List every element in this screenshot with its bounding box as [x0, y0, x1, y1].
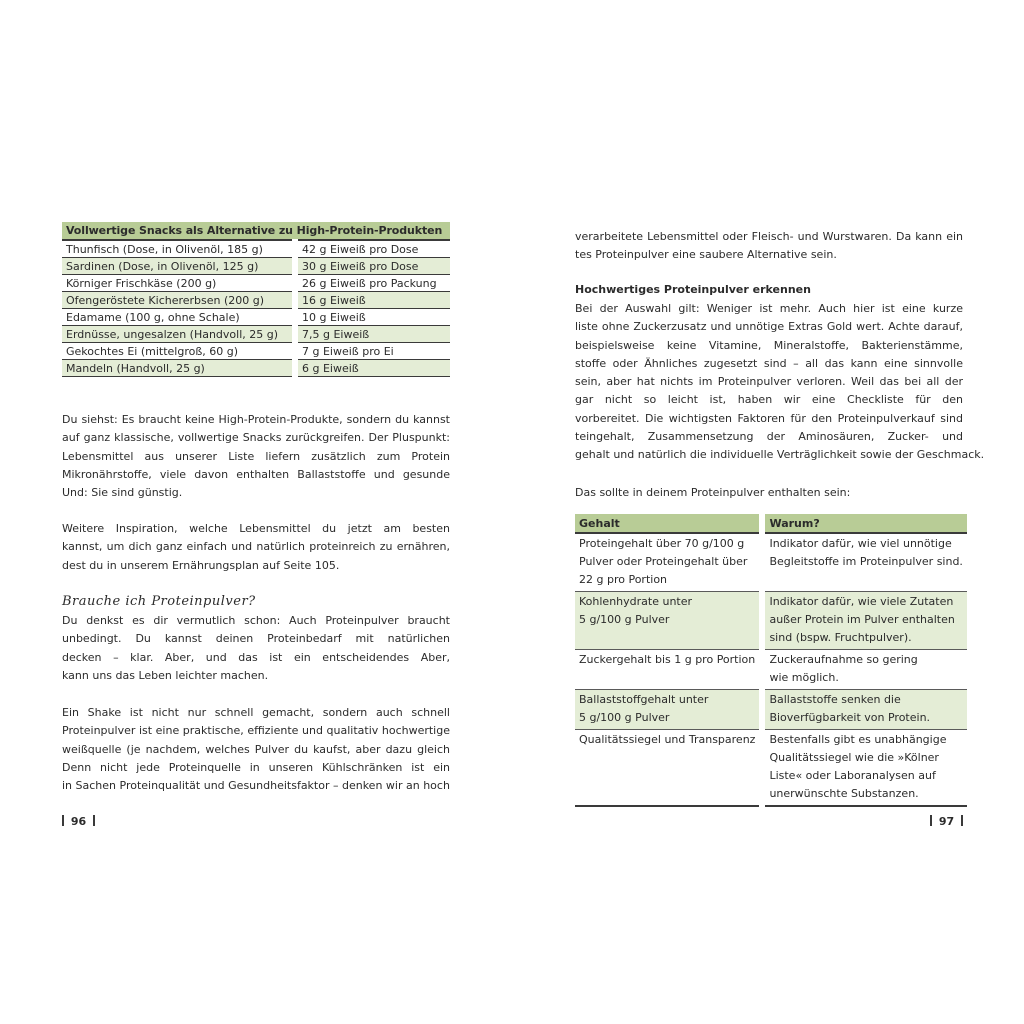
- warum-cell: [762, 730, 966, 807]
- text-line: Ein Shake ist nicht nur schnell gemacht, sondern auch schnell: [62, 706, 450, 719]
- text-line: Proteinpulver ist eine praktische, effiziente und qualitativ hochwertige: [62, 724, 450, 738]
- table-row: [62, 326, 450, 343]
- table-row: [62, 360, 450, 377]
- gehalt-cell: [575, 690, 762, 730]
- cell-line: Zuckergehalt bis 1 g pro Portion: [579, 653, 756, 666]
- protein-cell: 16 g Eiweiß: [295, 292, 450, 309]
- text-line: liste ohne Zuckerzusatz und unnötige Extras Gold wert. Achte darauf,: [575, 320, 963, 334]
- table-row: [62, 258, 450, 275]
- page-number-left: 96: [62, 815, 95, 828]
- cell-line: Pulver oder Proteingehalt über: [579, 555, 748, 568]
- text-line: tes Proteinpulver eine saubere Alternative sein.: [575, 248, 837, 262]
- table-row: [62, 292, 450, 309]
- paragraph-snacks-summary: [62, 411, 450, 502]
- protein-cell: 42 g Eiweiß pro Dose: [295, 240, 450, 258]
- page-number-bar: [93, 815, 95, 826]
- cell-line: unerwünschte Substanzen.: [769, 787, 919, 800]
- table-row: [575, 730, 967, 807]
- text-line: kann uns das Leben leichter machen.: [62, 668, 269, 682]
- text-line: verarbeitete Lebensmittel oder Fleisch- und Wurstwaren. Da kann ein: [575, 230, 963, 243]
- column-header-warum: Warum?: [762, 514, 966, 533]
- text-line: kannst, um dich ganz einfach und natürlich proteinreich zu ernähren,: [62, 540, 450, 554]
- table-row: [575, 650, 967, 690]
- food-cell: Körniger Frischkäse (200 g): [62, 275, 295, 292]
- cell-line: Kohlenhydrate unter: [579, 595, 693, 608]
- page-number-bar: [62, 815, 64, 826]
- table-row: [62, 343, 450, 360]
- text-line: Weitere Inspiration, welche Lebensmittel du jetzt am besten: [62, 522, 450, 535]
- paragraph-shake: [62, 704, 450, 795]
- text-line: Und: Sie sind günstig.: [62, 486, 183, 500]
- text-line: Lebensmittel aus unserer Liste liefern zusätzlich zum Protein: [62, 449, 450, 463]
- cell-line: 22 g pro Portion: [579, 573, 668, 586]
- text-line: auf ganz klassische, vollwertige Snacks zurückgreifen. Der Pluspunkt:: [62, 431, 450, 445]
- text-line: in Sachen Proteinqualität und Gesundheitsfaktor – denken wir an hoch: [62, 779, 450, 793]
- protein-cell: 10 g Eiweiß: [295, 309, 450, 326]
- paragraph-intro: Das sollte in deinem Proteinpulver enthalten sein:: [575, 486, 851, 499]
- warum-cell: [762, 650, 966, 690]
- protein-cell: 30 g Eiweiß pro Dose: [295, 258, 450, 275]
- gehalt-cell: [575, 533, 762, 592]
- paragraph-proteinpulver: [62, 612, 450, 685]
- warum-cell: [762, 690, 966, 730]
- text-line: beispielsweise keine Vitamine, Mineralstoffe, Bakterienstämme,: [575, 338, 963, 352]
- cell-line: Ballaststoffe senken die: [769, 693, 901, 706]
- gehalt-cell: [575, 592, 762, 650]
- cell-line: Liste« oder Laboranalysen auf: [769, 769, 936, 782]
- protein-powder-table: [575, 514, 967, 807]
- section-heading-hochwertiges-proteinpulver: Hochwertiges Proteinpulver erkennen: [575, 283, 811, 296]
- cell-line: Bioverfügbarkeit von Protein.: [769, 711, 931, 724]
- cell-line: 5 g/100 g Pulver: [579, 711, 670, 724]
- cell-line: Qualitätssiegel wie die »Kölner: [769, 751, 939, 764]
- table-row: [575, 592, 967, 650]
- table-row: [62, 309, 450, 326]
- cell-line: sind (bspw. Fruchtpulver).: [769, 631, 912, 644]
- protein-cell: 6 g Eiweiß: [295, 360, 450, 377]
- text-line: Bei der Auswahl gilt: Weniger ist mehr. Auch hier ist eine kurze: [575, 302, 963, 315]
- cell-line: wie möglich.: [769, 671, 839, 684]
- protein-cell: 26 g Eiweiß pro Packung: [295, 275, 450, 292]
- snack-table: [62, 222, 450, 377]
- food-cell: Gekochtes Ei (mittelgroß, 60 g): [62, 343, 295, 360]
- page-number-bar: [930, 815, 932, 826]
- text-line: Du denkst es dir vermutlich schon: Auch Proteinpulver braucht: [62, 614, 450, 627]
- cell-line: Zuckeraufnahme so gering: [769, 653, 918, 666]
- text-line: Du siehst: Es braucht keine High-Protein-Produkte, sondern du kannst: [62, 413, 450, 426]
- paragraph-inspiration: [62, 520, 450, 575]
- food-cell: Mandeln (Handvoll, 25 g): [62, 360, 295, 377]
- text-line: sein, aber hat nichts im Proteinpulver verloren. Weil das bei all der: [575, 375, 963, 389]
- text-line: gar nicht so leicht ist, haben wir eine Checkliste für den: [575, 393, 963, 407]
- cell-line: Indikator dafür, wie viel unnötige: [769, 537, 952, 550]
- protein-cell: 7 g Eiweiß pro Ei: [295, 343, 450, 360]
- food-cell: Thunfisch (Dose, in Olivenöl, 185 g): [62, 240, 295, 258]
- paragraph-continuation: [575, 228, 963, 265]
- text-line: decken – klar. Aber, und das ist ein entscheidendes Aber,: [62, 650, 450, 664]
- text-line: Denn nicht jede Proteinquelle in unseren Kühlschränken ist ein: [62, 760, 450, 774]
- gehalt-cell: [575, 730, 762, 807]
- cell-line: Indikator dafür, wie viele Zutaten: [769, 595, 954, 608]
- table-row: [62, 275, 450, 292]
- food-cell: Erdnüsse, ungesalzen (Handvoll, 25 g): [62, 326, 295, 343]
- cell-line: 5 g/100 g Pulver: [579, 613, 670, 626]
- text-line: teingehalt, Zusammensetzung der Aminosäuren, Zucker- und: [575, 430, 963, 444]
- page-number-right: 97: [930, 815, 963, 828]
- text-line: vorbereitet. Die wichtigsten Faktoren für den Proteinpulverkauf sind: [575, 411, 963, 425]
- food-cell: Ofengeröstete Kichererbsen (200 g): [62, 292, 295, 309]
- food-cell: Edamame (100 g, ohne Schale): [62, 309, 295, 326]
- text-line: unbedingt. Du kannst deinen Proteinbedarf mit natürlichen: [62, 632, 450, 646]
- cell-line: Begleitstoffe im Proteinpulver sind.: [769, 555, 963, 568]
- text-line: stoffe oder Ähnliches zugesetzt sind – all das kann eine sinnvolle: [575, 356, 963, 370]
- cell-line: außer Protein im Pulver enthalten: [769, 613, 955, 626]
- table-row: [575, 533, 967, 592]
- text-line: weißquelle (je nachdem, welches Pulver du kaufst, aber dazu gleich: [62, 742, 450, 756]
- cell-line: Proteingehalt über 70 g/100 g: [579, 537, 745, 550]
- table-row: [62, 240, 450, 258]
- protein-cell: 7,5 g Eiweiß: [295, 326, 450, 343]
- table-row: [575, 690, 967, 730]
- page-number-bar: [961, 815, 963, 826]
- text-line: Mikronährstoffe, viele davon enthalten Ballaststoffe und gesunde: [62, 467, 450, 481]
- section-heading-proteinpulver: Brauche ich Proteinpulver?: [62, 594, 256, 609]
- warum-cell: [762, 592, 966, 650]
- column-header-gehalt: Gehalt: [575, 514, 762, 533]
- text-line: gehalt und natürlich die individuelle Verträglichkeit sowie der Geschmack.: [575, 448, 985, 462]
- food-cell: Sardinen (Dose, in Olivenöl, 125 g): [62, 258, 295, 275]
- warum-cell: [762, 533, 966, 592]
- text-line: dest du in unserem Ernährungsplan auf Seite 105.: [62, 558, 340, 572]
- gehalt-cell: [575, 650, 762, 690]
- snack-table-title: Vollwertige Snacks als Alternative zu High-Protein-Produkten: [62, 222, 450, 240]
- cell-line: Bestenfalls gibt es unabhängige: [769, 733, 947, 746]
- paragraph-auswahl: [575, 300, 985, 465]
- cell-line: Ballaststoffgehalt unter: [579, 693, 709, 706]
- cell-line: Qualitätssiegel und Transparenz: [579, 733, 756, 746]
